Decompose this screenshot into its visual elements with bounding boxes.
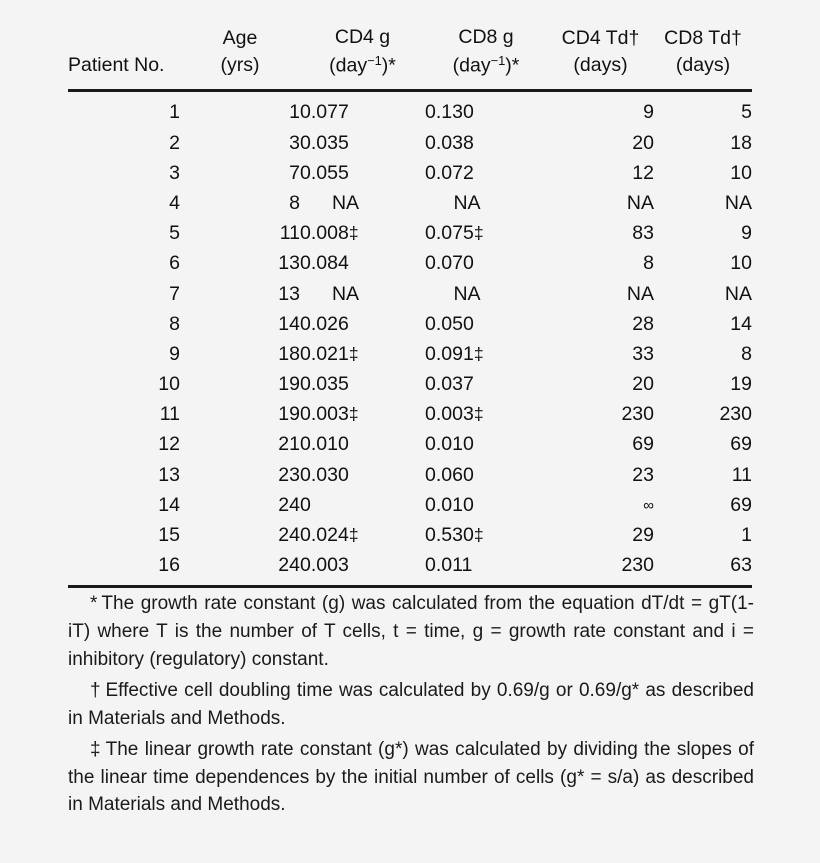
footnote-text: The linear growth rate constant (g*) was calculated by dividing the slopes of the linear time dependences by the initial number of cells (g* = s/a) as described in Materials and Methods. <box>68 738 754 816</box>
cell-cd4-g: 0.030 <box>300 463 349 486</box>
cell-patient-no: 4 <box>169 191 180 214</box>
column-header-age <box>180 24 300 90</box>
column-header-cd8-td <box>654 24 752 90</box>
cell-patient-no: 6 <box>169 252 180 275</box>
column-header-cd8-g <box>425 24 547 90</box>
cell-age: 14 <box>278 312 300 335</box>
cell-age: 19 <box>278 403 300 426</box>
table-row <box>68 219 752 249</box>
double-dagger-marker: ‡ <box>473 223 484 244</box>
table-footer <box>68 586 752 588</box>
cell-cd4-td: 9 <box>643 101 654 124</box>
cell-cd8-td: 5 <box>741 101 752 124</box>
patient-growth-rate-table <box>68 24 752 588</box>
cell-age: 23 <box>278 463 300 486</box>
table-row <box>68 430 752 460</box>
column-header-cd8-td-line2: (days) <box>675 54 731 77</box>
double-dagger-marker: ‡ <box>348 343 359 364</box>
cell-cd8-g: NA <box>453 282 481 305</box>
cell-cd4-g: 0.008‡ <box>300 222 359 245</box>
column-header-cd4-td <box>547 24 654 90</box>
cell-cd8-g: 0.011 <box>425 554 473 577</box>
double-dagger-marker: ‡ <box>473 343 484 364</box>
cell-cd4-g: 0.055 <box>300 161 349 184</box>
cell-cd8-g: 0.060 <box>425 463 474 486</box>
cell-cd4-td: 230 <box>621 403 654 426</box>
cell-cd4-td: 28 <box>632 312 654 335</box>
cell-patient-no: 10 <box>158 373 180 396</box>
footnote-text: Effective cell doubling time was calculated by 0.69/g or 0.69/g* as described in Materials and Methods. <box>68 679 754 729</box>
footnote-2 <box>68 677 754 733</box>
double-dagger-marker: ‡ <box>473 404 484 425</box>
footnote-marker: * <box>90 593 98 614</box>
cell-cd4-g: 0.084 <box>300 252 349 275</box>
cell-cd8-td: 9 <box>741 222 752 245</box>
table-row <box>68 158 752 188</box>
cell-cd4-td: 230 <box>621 554 654 577</box>
cell-cd8-td: 8 <box>741 342 752 365</box>
table-row <box>68 551 752 586</box>
double-dagger-marker: ‡ <box>348 525 359 546</box>
table-row <box>68 249 752 279</box>
cell-cd8-td: 10 <box>730 252 752 275</box>
column-header-cd4-td-line2: (days) <box>573 54 628 77</box>
column-header-cd8-g-line2: (day$^{-1}$)* <box>452 52 520 77</box>
cell-patient-no: 13 <box>158 463 180 486</box>
column-header-cd4-g <box>300 24 425 90</box>
table-row <box>68 128 752 158</box>
cell-cd8-g: 0.091‡ <box>425 342 484 365</box>
column-header-cd4-g-line2: (day$^{-1}$)* <box>329 52 396 77</box>
cell-cd4-td: 20 <box>632 373 654 396</box>
cell-age: 1 <box>289 101 300 124</box>
infinity-symbol: ∞ <box>643 496 654 514</box>
cell-cd8-g: 0.010 <box>425 433 474 456</box>
cell-cd4-td <box>547 491 654 521</box>
table-row <box>68 370 752 400</box>
cell-patient-no: 16 <box>158 554 180 577</box>
cell-age: 13 <box>278 252 300 275</box>
table-header-row <box>68 24 752 90</box>
table-row <box>68 400 752 430</box>
cell-cd4-td: 69 <box>632 433 654 456</box>
cell-patient-no: 5 <box>169 222 180 245</box>
cell-age: 13 <box>278 282 300 305</box>
column-header-cd8-g-line1: CD8 g <box>458 26 514 48</box>
cell-cd8-td: 69 <box>730 493 752 516</box>
cell-cd8-td: 1 <box>741 524 752 547</box>
cell-age: 7 <box>289 161 300 184</box>
cell-cd4-g: 0.003‡ <box>300 403 359 426</box>
cell-cd8-g: 0.530‡ <box>425 524 484 547</box>
cell-age: 11 <box>279 222 300 245</box>
cell-cd4-td: 83 <box>632 222 654 245</box>
table-row <box>68 309 752 339</box>
table-row <box>68 491 752 521</box>
cell-age: 8 <box>289 191 300 214</box>
footnote-marker: ‡ <box>90 738 102 760</box>
cell-cd8-g: 0.130 <box>425 101 474 124</box>
cell-patient-no: 1 <box>169 101 180 124</box>
column-header-age-line1: Age <box>222 26 258 49</box>
cell-cd8-td: NA <box>724 282 752 305</box>
cell-cd4-g: 0.077 <box>300 101 349 124</box>
cell-age: 3 <box>289 131 300 154</box>
footnote-1 <box>68 590 754 674</box>
bottom-rule-line <box>68 586 752 588</box>
table-row <box>68 521 752 551</box>
cell-cd8-td: 19 <box>730 373 752 396</box>
cell-cd8-td: 14 <box>730 312 752 335</box>
cell-cd4-td: 29 <box>632 524 654 547</box>
cell-cd4-td: 12 <box>632 161 654 184</box>
cell-cd8-g: 0.050 <box>425 312 474 335</box>
table-row <box>68 279 752 309</box>
cell-patient-no: 12 <box>158 433 180 456</box>
cell-cd8-g: NA <box>453 191 481 214</box>
table-body <box>68 92 752 587</box>
column-header-cd4-g-line1: CD4 g <box>334 26 391 48</box>
double-dagger-marker: ‡ <box>473 525 484 546</box>
cell-cd4-g: 0.024‡ <box>300 524 359 547</box>
cell-cd8-td: NA <box>724 191 752 214</box>
cell-patient-no: 3 <box>169 161 180 184</box>
column-header-patient-no-line2: Patient No. <box>68 54 165 77</box>
cell-cd8-td: 18 <box>730 131 752 154</box>
cell-age: 24 <box>278 554 300 577</box>
footnote-3 <box>68 736 754 820</box>
cell-cd8-g: 0.003‡ <box>425 403 484 426</box>
cell-cd4-g: NA <box>331 282 360 305</box>
cell-cd4-td: NA <box>626 191 654 214</box>
table-row <box>68 92 752 129</box>
double-dagger-marker: ‡ <box>348 223 359 244</box>
cell-patient-no: 11 <box>159 403 180 426</box>
cell-cd8-td: 11 <box>731 463 752 486</box>
cell-patient-no: 14 <box>158 493 180 516</box>
footnote-marker: † <box>90 679 102 701</box>
cell-cd8-td: 10 <box>730 161 752 184</box>
cell-cd8-td: 230 <box>719 403 752 426</box>
cell-cd4-td: 8 <box>643 252 654 275</box>
cell-cd4-td: 33 <box>632 342 654 365</box>
cell-cd4-td: 20 <box>632 131 654 154</box>
cell-cd8-g: 0.038 <box>425 131 474 154</box>
cell-cd8-g: 0.037 <box>425 373 474 396</box>
cell-cd4-g: 0.035 <box>300 131 349 154</box>
cell-patient-no: 2 <box>169 131 180 154</box>
table-bottom-rule <box>68 586 752 588</box>
cell-cd4-td: NA <box>626 282 654 305</box>
table-row <box>68 340 752 370</box>
cell-age: 19 <box>278 373 300 396</box>
cell-cd8-td: 69 <box>730 433 752 456</box>
cell-cd4-g: 0.021‡ <box>300 342 359 365</box>
column-header-patient-no <box>68 24 180 90</box>
cell-cd4-g: 0 <box>300 493 311 516</box>
cell-cd4-g: NA <box>331 191 360 214</box>
table-row <box>68 460 752 490</box>
footnote-text: The growth rate constant (g) was calculated from the equation dT/dt = gT(1-iT) where T is the number of T cells, t = time, g = growth rate constant and i = inhibitory (regulatory) constant. <box>68 593 754 670</box>
footnotes-block <box>68 590 754 819</box>
cell-cd8-g: 0.010 <box>425 493 474 516</box>
cell-age: 21 <box>278 433 300 456</box>
cell-cd4-g: 0.035 <box>300 373 349 396</box>
double-dagger-marker: ‡ <box>348 404 359 425</box>
table-header <box>68 24 752 92</box>
column-header-age-line2: (yrs) <box>220 54 260 77</box>
column-header-cd8-td-line1: CD8 Td† <box>664 26 742 49</box>
cell-cd8-g: 0.072 <box>425 161 474 184</box>
cell-patient-no: 7 <box>169 282 180 305</box>
cell-cd4-g: 0.010 <box>300 433 349 456</box>
cell-cd4-g: 0.026 <box>300 312 349 335</box>
cell-cd4-td: 23 <box>632 463 654 486</box>
column-header-cd4-td-line1: CD4 Td† <box>561 26 640 49</box>
cell-age: 18 <box>278 342 300 365</box>
cell-patient-no: 15 <box>158 524 180 547</box>
table-row <box>68 189 752 219</box>
cell-cd4-g: 0.003 <box>300 554 349 577</box>
cell-patient-no: 9 <box>169 342 180 365</box>
cell-age: 24 <box>278 524 300 547</box>
cell-patient-no: 8 <box>169 312 180 335</box>
cell-cd8-g: 0.070 <box>425 252 474 275</box>
cell-age: 24 <box>278 493 300 516</box>
cell-cd8-g: 0.075‡ <box>425 222 484 245</box>
cell-cd8-td: 63 <box>730 554 752 577</box>
